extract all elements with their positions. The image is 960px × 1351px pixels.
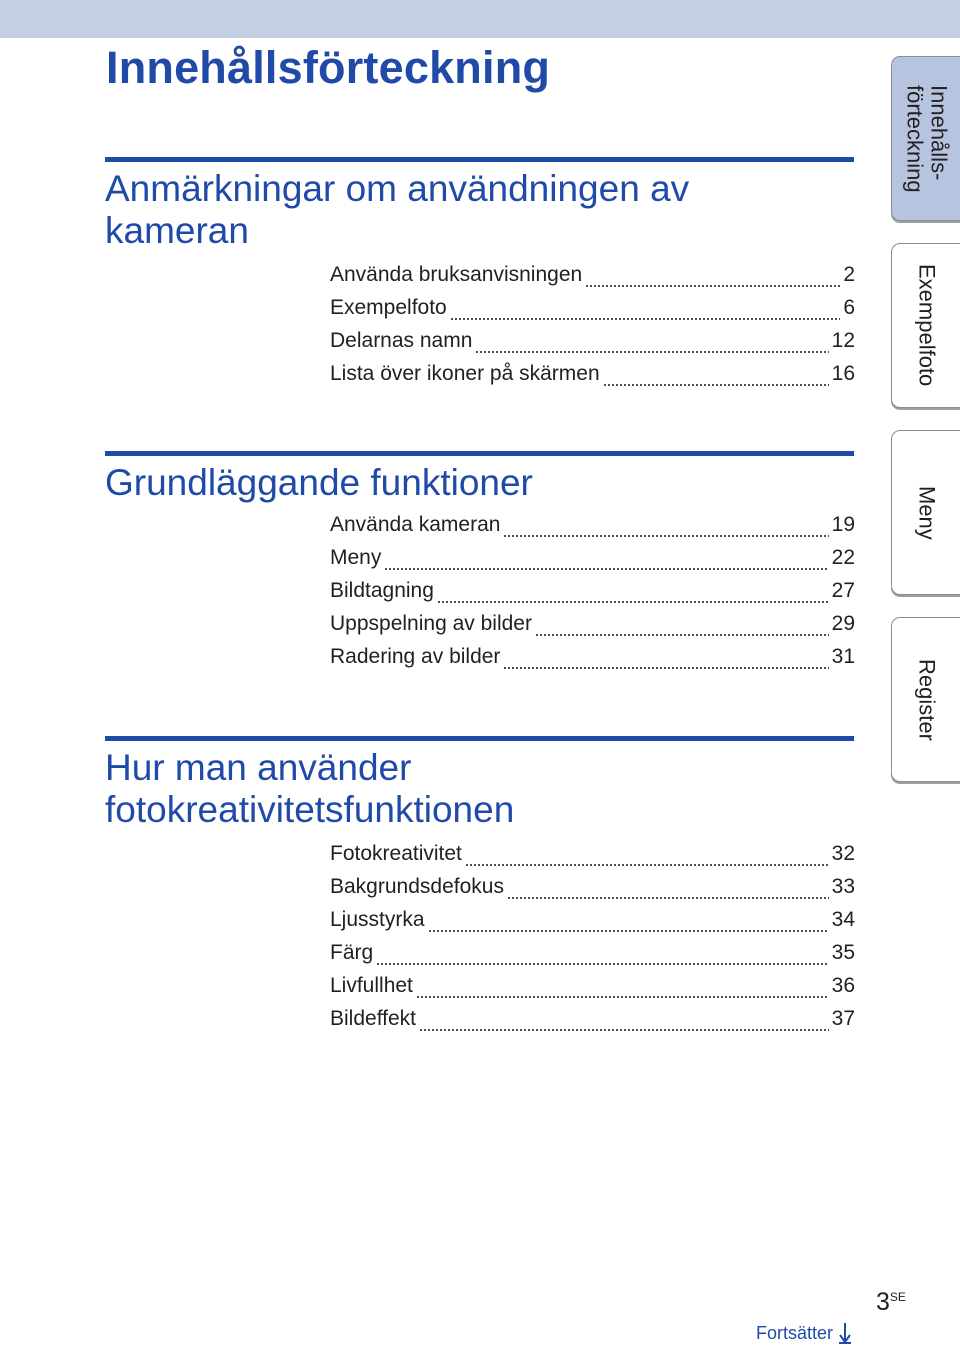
section-divider — [105, 451, 854, 456]
leader-dots — [507, 897, 829, 899]
toc-item-label: Färg — [330, 941, 374, 964]
toc-list — [330, 842, 855, 1040]
toc-item-page: 36 — [831, 974, 855, 997]
page-number — [876, 1288, 906, 1317]
leader-dots — [465, 864, 829, 866]
toc-list — [330, 513, 855, 678]
toc-item-label: Lista över ikoner på skärmen — [330, 362, 600, 385]
toc-item[interactable] — [330, 329, 855, 362]
tab-register[interactable] — [891, 617, 960, 782]
tab-contents[interactable] — [891, 56, 960, 221]
page-number-suffix: SE — [889, 1290, 906, 1304]
leader-dots — [585, 285, 840, 287]
leader-dots — [603, 384, 829, 386]
tab-label: Meny — [914, 485, 940, 540]
tab-menu[interactable] — [891, 430, 960, 595]
toc-item-label: Använda bruksanvisningen — [330, 263, 583, 286]
toc-item-label: Exempelfoto — [330, 296, 447, 319]
toc-item-page: 12 — [831, 329, 855, 352]
toc-item[interactable] — [330, 513, 855, 546]
section-photo-creativity — [105, 736, 855, 1030]
toc-item[interactable] — [330, 875, 855, 908]
tab-label: Exempelfoto — [914, 264, 940, 387]
toc-item-label: Radering av bilder — [330, 645, 501, 668]
toc-item-page: 22 — [831, 546, 855, 569]
section-heading: Anmärkningar om användningen av kameran — [105, 168, 690, 251]
toc-item[interactable] — [330, 645, 855, 678]
toc-item-page: 19 — [831, 513, 855, 536]
toc-item-label: Ljusstyrka — [330, 908, 425, 931]
toc-item-label: Bakgrundsdefokus — [330, 875, 504, 898]
section-divider — [105, 736, 854, 741]
leader-dots — [503, 667, 828, 669]
section-basic-functions — [105, 451, 855, 668]
continue-label: Fortsätter — [756, 1322, 834, 1343]
toc-item[interactable] — [330, 908, 855, 941]
toc-item-page: 37 — [831, 1007, 855, 1030]
toc-item-label: Bildtagning — [330, 579, 434, 602]
toc-item-label: Meny — [330, 546, 382, 569]
toc-item[interactable] — [330, 296, 855, 329]
toc-item-page: 2 — [843, 263, 855, 286]
leader-dots — [535, 634, 829, 636]
section-heading: Hur man använder fotokreativitetsfunktionen — [105, 747, 515, 830]
toc-item[interactable] — [330, 612, 855, 645]
page-number-value: 3 — [876, 1288, 890, 1316]
section-camera-notes — [105, 157, 855, 385]
toc-item-page: 32 — [831, 842, 855, 865]
toc-item-page: 34 — [831, 908, 855, 931]
toc-item[interactable] — [330, 546, 855, 579]
toc-item[interactable] — [330, 1007, 855, 1040]
arrow-down-icon — [839, 1322, 851, 1344]
toc-item-page: 33 — [831, 875, 855, 898]
toc-item-page: 27 — [831, 579, 855, 602]
toc-item-label: Delarnas namn — [330, 329, 473, 352]
toc-item-page: 6 — [843, 296, 855, 319]
toc-item-label: Uppspelning av bilder — [330, 612, 532, 635]
toc-item-label: Använda kameran — [330, 513, 501, 536]
tab-label: Innehålls- förteckning — [902, 84, 952, 193]
leader-dots — [384, 568, 828, 570]
section-heading: Grundläggande funktioner — [105, 462, 533, 503]
leader-dots — [503, 535, 828, 537]
toc-item[interactable] — [330, 263, 855, 296]
leader-dots — [416, 996, 829, 998]
top-bar — [0, 0, 960, 38]
toc-item[interactable] — [330, 842, 855, 875]
tab-label: Register — [914, 658, 940, 741]
toc-item[interactable] — [330, 974, 855, 1007]
toc-item-page: 16 — [831, 362, 855, 385]
leader-dots — [419, 1029, 829, 1031]
toc-item[interactable] — [330, 579, 855, 612]
leader-dots — [475, 351, 828, 353]
toc-item-label: Fotokreativitet — [330, 842, 462, 865]
section-divider — [105, 157, 854, 162]
toc-item[interactable] — [330, 941, 855, 974]
toc-item-page: 29 — [831, 612, 855, 635]
toc-item-label: Livfullhet — [330, 974, 413, 997]
toc-list — [330, 263, 855, 395]
toc-item[interactable] — [330, 362, 855, 395]
tab-example-photo[interactable] — [891, 243, 960, 408]
leader-dots — [376, 963, 828, 965]
leader-dots — [437, 601, 829, 603]
toc-item-label: Bildeffekt — [330, 1007, 416, 1030]
leader-dots — [450, 318, 841, 320]
toc-item-page: 31 — [831, 645, 855, 668]
continue-link[interactable] — [756, 1322, 851, 1344]
leader-dots — [428, 930, 829, 932]
toc-item-page: 35 — [831, 941, 855, 964]
page-title: Innehållsförteckning — [106, 42, 551, 93]
